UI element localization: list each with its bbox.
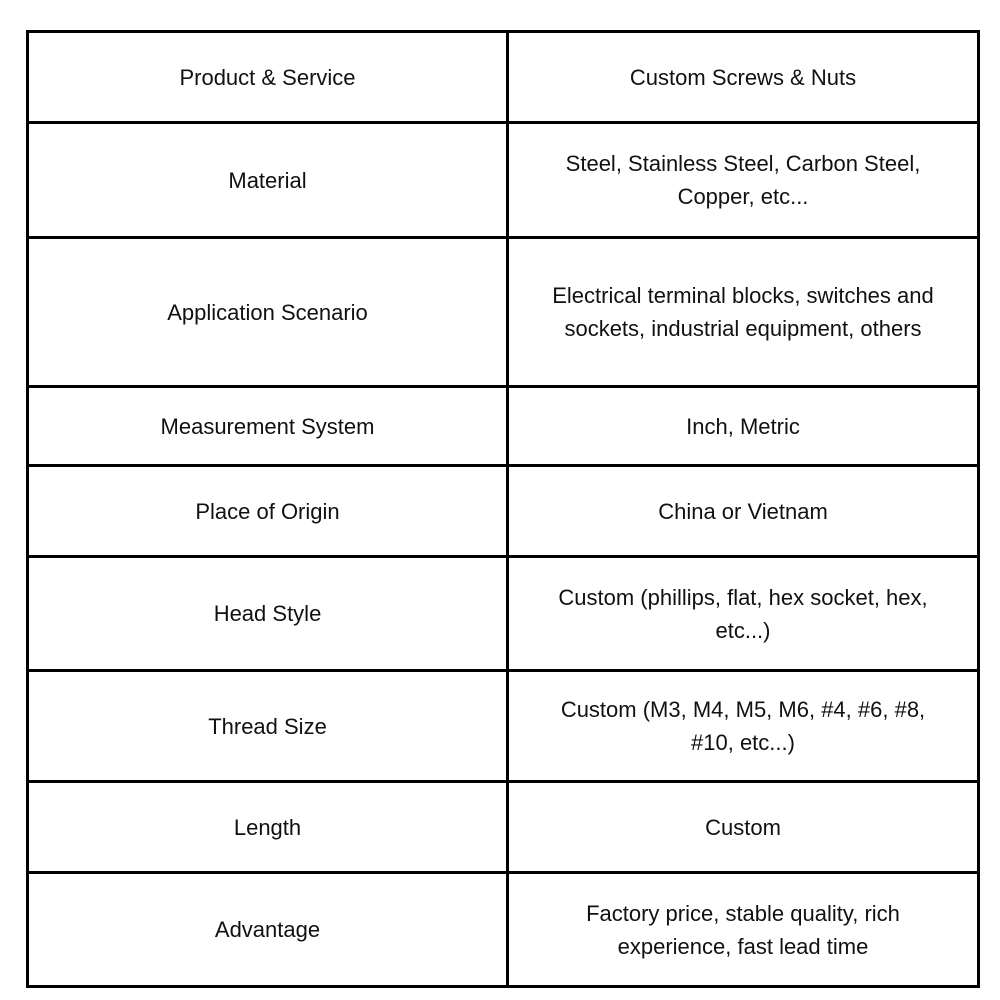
- row-value: Inch, Metric: [508, 387, 979, 466]
- row-label: Advantage: [28, 873, 508, 987]
- row-value: Custom: [508, 782, 979, 873]
- table-row-material: [28, 123, 979, 238]
- table-row-thread-size: [28, 671, 979, 782]
- row-label: Application Scenario: [28, 238, 508, 387]
- table-row-place-of-origin: [28, 466, 979, 557]
- row-label: Measurement System: [28, 387, 508, 466]
- row-value: Electrical terminal blocks, switches and sockets, industrial equipment, others: [508, 238, 979, 387]
- row-value: Custom Screws & Nuts: [508, 32, 979, 123]
- row-value: Factory price, stable quality, rich experience, fast lead time: [508, 873, 979, 987]
- row-value: Steel, Stainless Steel, Carbon Steel, Copper, etc...: [508, 123, 979, 238]
- table-row-product-service: [28, 32, 979, 123]
- table-row-measurement-system: [28, 387, 979, 466]
- row-label: Thread Size: [28, 671, 508, 782]
- table-row-head-style: [28, 557, 979, 671]
- table-row-advantage: [28, 873, 979, 987]
- row-label: Place of Origin: [28, 466, 508, 557]
- row-label: Material: [28, 123, 508, 238]
- row-value: China or Vietnam: [508, 466, 979, 557]
- table-row-application-scenario: [28, 238, 979, 387]
- row-label: Length: [28, 782, 508, 873]
- table-row-length: [28, 782, 979, 873]
- product-spec-table: [26, 30, 980, 988]
- row-value: Custom (M3, M4, M5, M6, #4, #6, #8, #10, etc...): [508, 671, 979, 782]
- row-label: Head Style: [28, 557, 508, 671]
- row-label: Product & Service: [28, 32, 508, 123]
- row-value: Custom (phillips, flat, hex socket, hex, etc...): [508, 557, 979, 671]
